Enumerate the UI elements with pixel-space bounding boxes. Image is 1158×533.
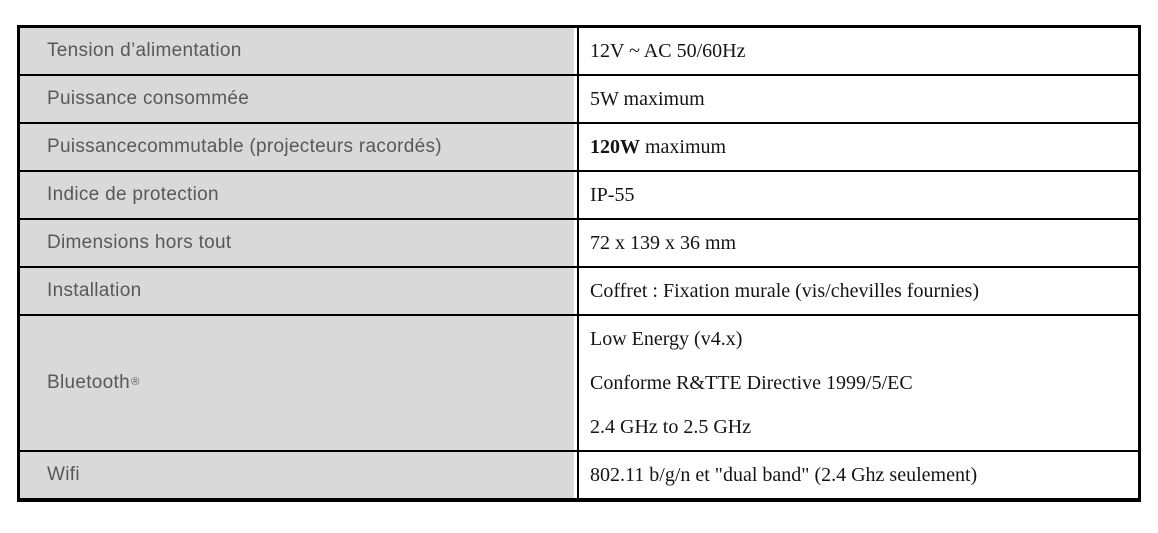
- spec-label-cell: [20, 268, 579, 314]
- spec-value-cell: [579, 220, 1138, 266]
- text-segment: Conforme R&TTE Directive 1999/5/EC: [590, 371, 913, 394]
- text-segment: 802.11 b/g/n et "dual band" (2.4 Ghz seulement): [590, 463, 978, 486]
- spec-value-cell: [579, 124, 1138, 170]
- text-segment: IP-55: [590, 183, 635, 206]
- text-segment: 72 x 139 x 36 mm: [590, 231, 737, 254]
- text-segment: Puissance consommée: [47, 88, 250, 109]
- table-row: [20, 122, 1138, 170]
- spec-value-line: [590, 221, 1128, 265]
- spec-label-cell: [20, 452, 579, 498]
- spec-value-cell: [579, 268, 1138, 314]
- specifications-table: [17, 25, 1141, 502]
- text-segment: Tension d’alimentation: [47, 40, 242, 61]
- spec-label-cell: [20, 172, 579, 218]
- spec-value-line: [590, 405, 1128, 449]
- text-segment: Low Energy (v4.x): [590, 327, 743, 350]
- text-segment: Puissancecommutable (projecteurs racordés): [47, 136, 442, 157]
- spec-value-cell: [579, 76, 1138, 122]
- table-row: [20, 74, 1138, 122]
- text-segment: 5W maximum: [590, 87, 705, 110]
- table-row: [20, 28, 1138, 74]
- spec-value-line: [590, 317, 1128, 361]
- table-row: [20, 218, 1138, 266]
- spec-label-cell: [20, 28, 579, 74]
- spec-value-line: [590, 77, 1128, 121]
- spec-value-cell: [579, 172, 1138, 218]
- table-row: [20, 170, 1138, 218]
- text-segment: 12V ~ AC 50/60Hz: [590, 39, 746, 62]
- text-segment: ®: [131, 376, 140, 389]
- table-row: [20, 450, 1138, 498]
- spec-value-line: [590, 453, 1128, 497]
- spec-label-cell: [20, 76, 579, 122]
- text-segment: 120W: [590, 135, 640, 158]
- spec-value-cell: [579, 28, 1138, 74]
- text-segment: Wifi: [47, 464, 80, 485]
- spec-value-line: [590, 173, 1128, 217]
- spec-label-cell: [20, 316, 579, 450]
- spec-value-cell: [579, 452, 1138, 498]
- spec-value-line: [590, 29, 1128, 73]
- table-row: [20, 266, 1138, 314]
- text-segment: Dimensions hors tout: [47, 232, 232, 253]
- spec-value-cell: [579, 316, 1138, 450]
- text-segment: Indice de protection: [47, 184, 219, 205]
- spec-value-line: [590, 269, 1128, 313]
- text-segment: maximum: [640, 135, 727, 158]
- text-segment: Installation: [47, 280, 142, 301]
- table-row: [20, 314, 1138, 450]
- spec-label-cell: [20, 124, 579, 170]
- spec-label-cell: [20, 220, 579, 266]
- spec-value-line: [590, 125, 1128, 169]
- text-segment: 2.4 GHz to 2.5 GHz: [590, 415, 752, 438]
- spec-value-line: [590, 361, 1128, 405]
- text-segment: Bluetooth: [47, 372, 130, 393]
- text-segment: Coffret : Fixation murale (vis/chevilles fournies): [590, 279, 979, 302]
